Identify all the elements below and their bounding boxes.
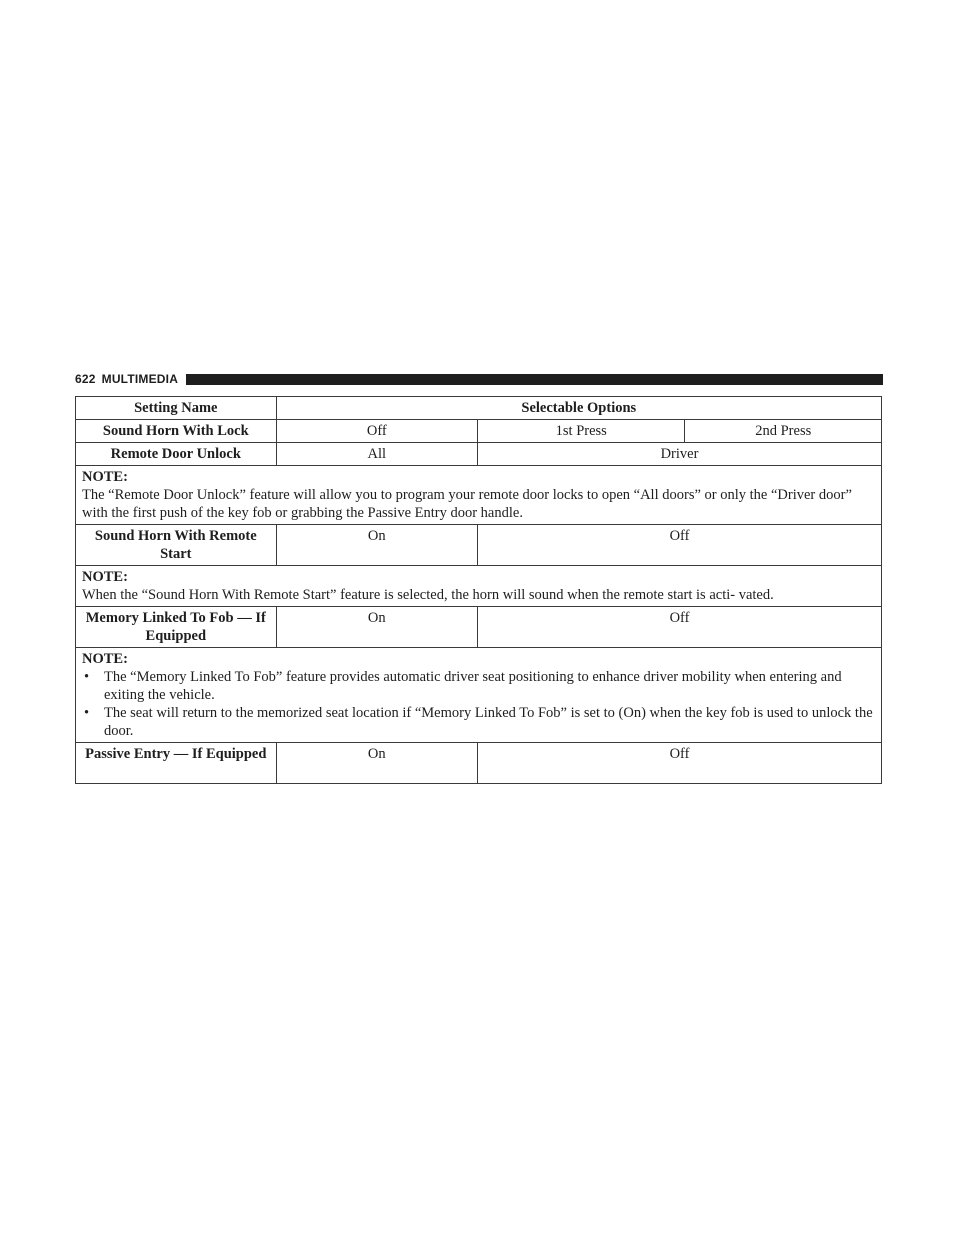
settings-table [75,396,882,784]
note-row [76,648,882,743]
note-cell [76,648,882,743]
option-cell: Driver [478,443,882,466]
note-cell [76,566,882,607]
note-bullet-list [82,668,875,740]
note-bullet: • The “Memory Linked To Fob” feature provides automatic driver seat positioning to enhance driver mobility when entering and exiting the vehicle. [82,668,875,704]
note-text: The “Remote Door Unlock” feature will allow you to program your remote door locks to open “All doors” or only the “Driver door” with the first push of the key fob or grabbing the Passive Entry door handle. [82,487,852,521]
header-setting-name: Setting Name [76,397,277,420]
option-cell: On [276,607,477,648]
setting-name: Memory Linked To Fob — If Equipped [76,607,277,648]
table-row [76,743,882,784]
option-cell: All [276,443,477,466]
note-bullet: • The seat will return to the memorized seat location if “Memory Linked To Fob” is set to (On) when the key fob is used to unlock the door. [82,704,875,740]
option-cell: 2nd Press [685,420,882,443]
option-cell: On [276,743,477,784]
note-row [76,566,882,607]
option-cell: Off [276,420,477,443]
table-row [76,607,882,648]
setting-name: Sound Horn With Remote Start [76,525,277,566]
setting-name: Passive Entry — If Equipped [76,743,277,784]
option-cell: On [276,525,477,566]
page-header [75,371,883,387]
setting-name: Remote Door Unlock [76,443,277,466]
table-row [76,525,882,566]
section-title: MULTIMEDIA [101,372,179,386]
note-label: NOTE: [82,569,128,585]
table-header-row [76,397,882,420]
note-label: NOTE: [82,651,128,667]
option-cell: Off [478,743,882,784]
table-row [76,420,882,443]
option-cell: 1st Press [478,420,685,443]
note-text: When the “Sound Horn With Remote Start” feature is selected, the horn will sound when the remote start is acti- vated. [82,587,774,603]
note-cell [76,466,882,525]
option-cell: Off [478,525,882,566]
table-row [76,443,882,466]
note-label: NOTE: [82,469,128,485]
setting-name: Sound Horn With Lock [76,420,277,443]
header-selectable-options: Selectable Options [276,397,881,420]
page-number: 622 [75,372,96,386]
option-cell: Off [478,607,882,648]
note-row [76,466,882,525]
header-rule [186,374,883,385]
